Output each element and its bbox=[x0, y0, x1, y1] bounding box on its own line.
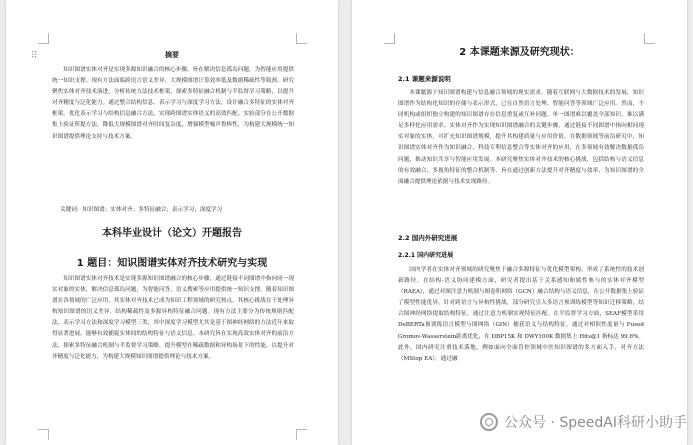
keywords-line bbox=[60, 205, 296, 216]
abstract-text: 知识图谱实体对齐是实现多源知识融合的核心步骤，旨在解决信息孤岛问题，为智能应用提供统一知识支撑。现有方法面临跨语言语义差异、大规模图谱计算效率低及数据稀疏性等瓶颈。研究聚焦实体对齐技术演进，分析传统方法技术框架，探索多特征融合机制与半监督学习策略，以提升对齐精度与泛化能力。通过整合结构信息、表示学习与深度学习方法，设计融合多特征的实体对齐框架。优化表示学习与结构信息融合方法，实现跨图谱实体语义的高效匹配。实验部分在公开数据集上验证所提方法，降低大规模图谱对齐时间复杂度，增强模型噪声鲁棒性，为构建大规模统一知识图谱提供理论支持与技术方案。 bbox=[52, 67, 294, 140]
crop-mark bbox=[38, 33, 49, 44]
subsection-2-2-title: 2.2 国内外研究进展 bbox=[398, 234, 458, 242]
section-2-title: 2 本课题来源及研究现状： bbox=[459, 47, 580, 58]
keywords-label: 关键词： bbox=[60, 207, 83, 213]
subsection-2-2-1-text: 国内学者在实体对齐领域的研究聚焦于融合多源特征与优化模型架构，形成了系统性的技术创新路径。在结构-语义协同建模方面，研究者提出基于关系感知和属性参与的实体对齐模型（RAEA），通过对图注意力机制与图卷积网络（GCN）融合结构与语义信息，在公开数据集上验证了模型性能优异。针对跨语言与异构性挑战，部分研究引入多语言预训练模型等知识迁移策略，结合图神经网络提取结构特征，通过注意力机制实现特征匹配。在半监督学习方面，SEAF模型采用 DeBERTa预训练语言模型与图网络（GIN）捕获语义与结构特征，通过对相似性度量与 Fused Gromov-Wasserstein距离优化，在 DBP15K 和 DWY100K 数据集上 Hits@1 指标达 99.8%。此外，国内研究注重技术落地，例如面向全面管控领域中医知识图谱的多方面入手，对齐方法（MStop EA），通过融 bbox=[398, 267, 644, 362]
document-page-left bbox=[6, 0, 338, 445]
crop-mark bbox=[296, 33, 307, 44]
wechat-logo-icon bbox=[480, 413, 498, 431]
crop-mark bbox=[38, 429, 49, 440]
document-page-right bbox=[352, 0, 687, 445]
topic-text: 知识图谱实体对齐技术是实现多源知识图谱融合的核心步骤，通过链接不同图谱中指向同一现实对象的实体，解决信息孤岛问题，为智能问答、语义搜索等应用提供统一知识支撑。随着知识图谱在各领域的广泛应用，其实体对齐技术已成为知识工程领域的研究热点，其核心挑战在于处理异构知识图谱的语义差异、结构稀疏性及多源异构特征融合问题。现有方法主要分为传统规则匹配法、表示学习方法和深度学习模型三类，其中深度学习模型尤其是基于图神经网络的方法近年来取得显著进展，能够有效捕捉实体间的结构特征与语义信息。本研究旨在实现高效实体对齐的前沿方法，探索多特征融合机制与半监督学习策略，提升模型在稀疏数据和异构场景下的性能，以提升对齐精度与泛化能力，为构建大规模知识图谱提供理论与技术方案。 bbox=[52, 276, 294, 360]
watermark bbox=[480, 407, 687, 437]
subsection-2-1-text: 本课题源于知识图谱构建与信息融合领域的现实需求。随着互联网与大数据技术的发展，知识图谱作为结构化知识的存储与表示形式，已在自然语言处理、智能问答等领域广泛应用。然而，不同机构或组织独立构建的知识图谱存在信息重复或互补问题。单一图谱难以覆盖全部知识，难以满足多样化应用需求。实体对齐作为实现知识图谱融合的关键步骤，通过链接不同图谱中指向相同现实对象的实体，可扩充知识图谱规模，提升其构建质量与应用价值。在数据领域等前沿研究中，知识图谱实体对齐作为知识融合、科技专利信息整合等实体对齐的应用，在多领域有效解决数据孤岛问题，推动知识共享与智能应用发展。本研究聚焦实体对齐技术的核心挑战，包括结构与语义信息的有效融合、多视角特征的整合机制等，旨在通过创新方法提升对齐精度与效率，为知识图谱的全面融合提供理论依据与技术实现路径。 bbox=[398, 90, 644, 185]
watermark-text: 公众号 · SpeedAI科研小助手 bbox=[504, 415, 687, 431]
report-title: 本科毕业设计（论文）开题报告 bbox=[102, 228, 242, 239]
keywords-value: 知识图谱；实体对齐；多特征融合；表示学习；深度学习 bbox=[82, 207, 223, 213]
abstract-heading: 摘要 bbox=[165, 51, 179, 59]
topic-title: 1 题目：知识图谱实体对齐技术研究与实现 bbox=[76, 258, 268, 269]
drag-handle-icon[interactable]: ⠿ bbox=[31, 51, 38, 61]
crop-mark bbox=[296, 429, 307, 440]
subsection-2-2-1-title: 2.2.1 国内研究进展 bbox=[398, 252, 454, 259]
subsection-2-1-title: 2.1 课题来源说明 bbox=[398, 75, 451, 83]
